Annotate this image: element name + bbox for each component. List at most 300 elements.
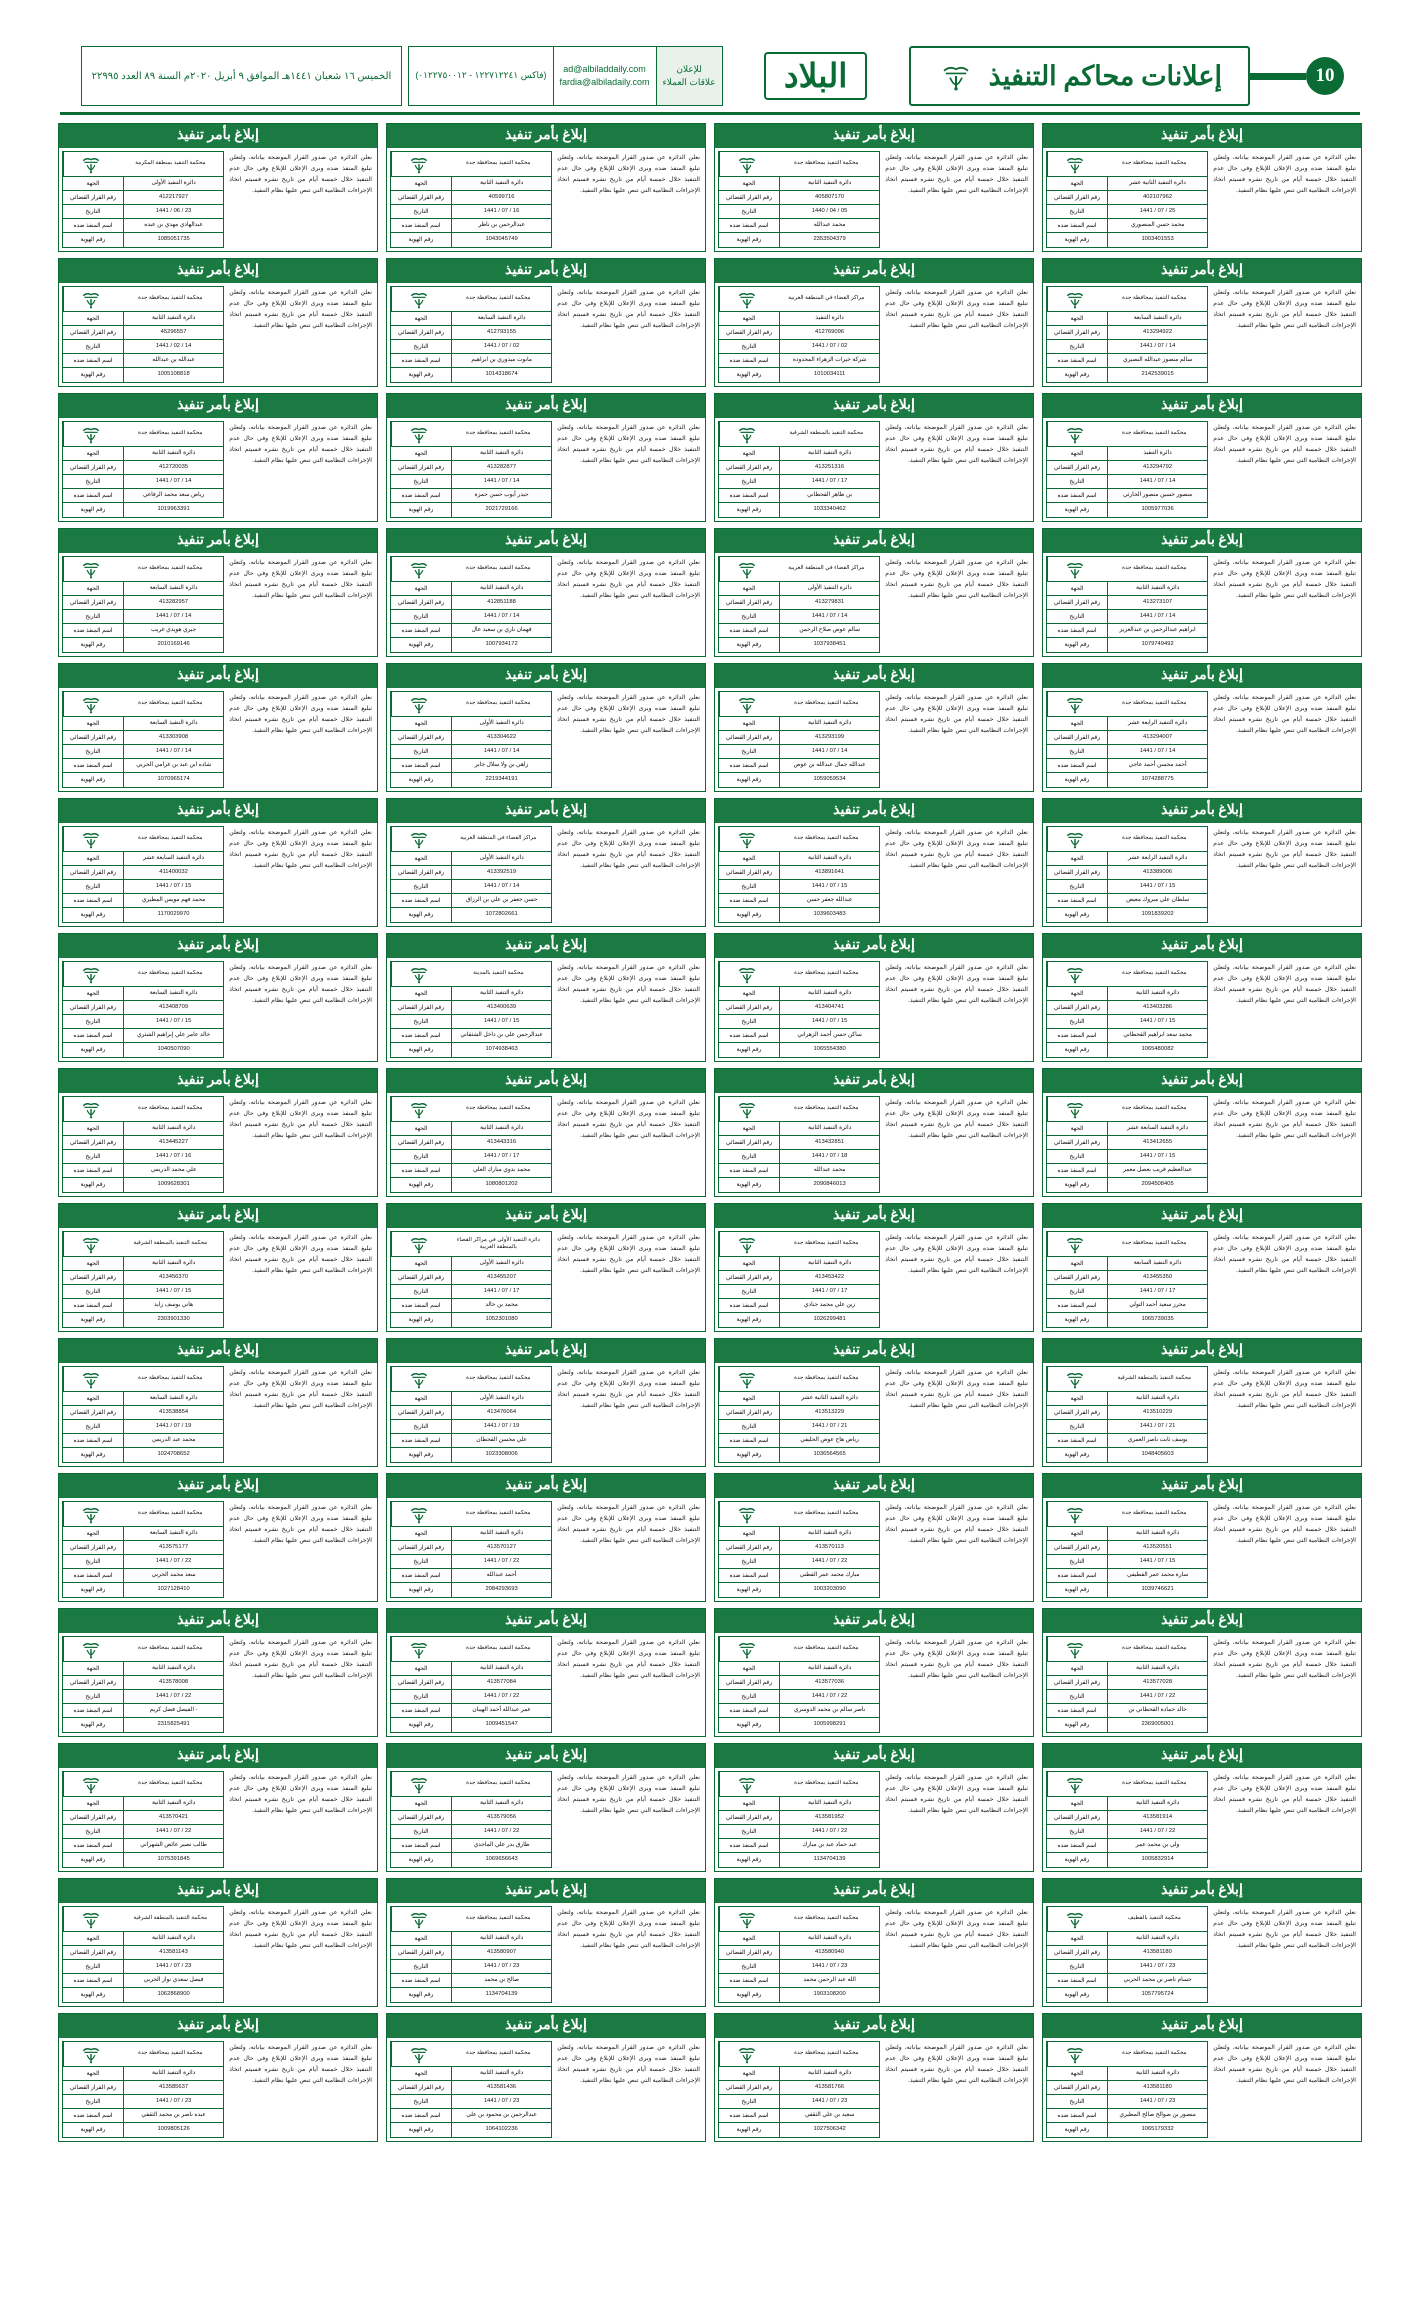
- ad-munafath-value: محمد عبدالله: [813, 1166, 846, 1173]
- ad-row: [1047, 489, 1207, 503]
- execution-notice-ad: [1042, 1878, 1362, 2007]
- ad-row: [63, 1122, 223, 1136]
- saudi-emblem-icon: [1047, 287, 1101, 311]
- execution-notice-ad: [1042, 1068, 1362, 1197]
- ad-tarikh-value: 14 / 07 / 1441: [1139, 477, 1176, 484]
- ad-hawiya-value: 2303901330: [157, 1316, 190, 1323]
- ad-row: [1047, 1164, 1207, 1178]
- ad-jiha-label: الجهة: [391, 1797, 452, 1810]
- ad-qarar-value: 413445227: [159, 1138, 189, 1145]
- ad-munafath-label: اسم المنفذ ضده: [1047, 1704, 1108, 1717]
- ad-munafath-label: اسم المنفذ ضده: [1047, 1569, 1108, 1582]
- ad-row: [63, 624, 223, 638]
- ad-details-table: [718, 1771, 880, 1868]
- ad-hawiya-label: رقم الهوية: [63, 1853, 124, 1867]
- ad-body-text: نعلن الدائرة عن صدور القرار الموضحة بياناته، ولتعلن تبليغ المنفذ ضده وبرى الإعلان للإبلاغ وفي حال عدم التنفيذ خلال خمسة أيام من تاريخ نشره فسيتم اتخاذ الإجراءات النظامية التي تنص عليها نظام التنفيذ.: [1213, 694, 1356, 734]
- ad-qarar-value: 413403286: [1143, 1003, 1173, 1010]
- ad-hawiya-label: رقم الهوية: [63, 638, 124, 652]
- ad-row: [1047, 1718, 1207, 1732]
- ad-body-text: نعلن الدائرة عن صدور القرار الموضحة بياناته، ولتعلن تبليغ المنفذ ضده وبرى الإعلان للإبلاغ وفي حال عدم التنفيذ خلال خمسة أيام من تاريخ نشره فسيتم اتخاذ الإجراءات النظامية التي تنص عليها نظام التنفيذ.: [1213, 1639, 1356, 1679]
- ad-court-row: [1047, 287, 1207, 312]
- ad-munafath-label: اسم المنفذ ضده: [1047, 1974, 1108, 1987]
- ad-row: [63, 759, 223, 773]
- ad-qarar-label: رقم القرار القضائي: [63, 326, 124, 339]
- ad-tarikh-label: التاريخ: [63, 475, 124, 488]
- ad-court-name: محكمة التنفيذ بمحافظة جدة: [1122, 565, 1187, 572]
- ad-munafath-label: اسم المنفذ ضده: [719, 624, 780, 637]
- ad-court-row: [719, 1232, 879, 1257]
- ad-court-name: محكمة التنفيذ بمحافظة جدة: [138, 1105, 203, 1112]
- ad-hawiya-label: رقم الهوية: [391, 1178, 452, 1192]
- ad-title: إبلاغ بأمر تنفيذ: [387, 1744, 705, 1768]
- ad-court-name: محكمة التنفيذ بمحافظة جدة: [138, 1645, 203, 1652]
- execution-notice-ad: [58, 1878, 378, 2007]
- ad-munafath-value: عبده ناصر بن محمد الثقفي: [141, 2111, 206, 2118]
- ad-court-name: محكمة التنفيذ بالمنطقة الشرقية: [133, 1915, 208, 1922]
- ad-row: [719, 368, 879, 382]
- ad-row: [391, 1811, 551, 1825]
- ad-row: [63, 582, 223, 596]
- ad-row: [1047, 447, 1207, 461]
- execution-notice-ad: [58, 2013, 378, 2142]
- ad-court-name: محكمة التنفيذ بمحافظة جدة: [794, 1375, 859, 1382]
- contact-block: [408, 46, 722, 106]
- execution-notice-ad: [386, 258, 706, 387]
- ad-jiha-value: دائرة التنفيذ: [815, 314, 844, 321]
- ad-row: [391, 340, 551, 354]
- ad-details-table: [390, 961, 552, 1058]
- ad-tarikh-label: التاريخ: [391, 880, 452, 893]
- ad-qarar-label: رقم القرار القضائي: [63, 1001, 124, 1014]
- ad-hawiya-value: 1003401553: [1141, 236, 1174, 243]
- ad-row: [719, 1946, 879, 1960]
- ad-row: [719, 1178, 879, 1192]
- ad-tarikh-value: 17 / 07 / 1441: [1139, 1287, 1176, 1294]
- execution-notice-ad: [1042, 1473, 1362, 1602]
- ad-munafath-label: اسم المنفذ ضده: [1047, 1299, 1108, 1312]
- ad-munafath-label: اسم المنفذ ضده: [391, 1164, 452, 1177]
- ad-munafath-value: عبدالله بن عبدالله: [152, 356, 195, 363]
- ad-row: [1047, 2123, 1207, 2137]
- saudi-emblem-icon: [719, 1772, 773, 1796]
- ad-hawiya-value: 1065480082: [1141, 1046, 1174, 1053]
- saudi-emblem-icon: [391, 962, 445, 986]
- ad-row: [719, 1313, 879, 1327]
- ad-row: [391, 1853, 551, 1867]
- ad-title: إبلاغ بأمر تنفيذ: [387, 1609, 705, 1633]
- ad-hawiya-label: رقم الهوية: [1047, 1583, 1108, 1597]
- ad-court-row: [719, 1097, 879, 1122]
- ad-hawiya-value: 1072802661: [485, 911, 518, 918]
- ad-body-text: نعلن الدائرة عن صدور القرار الموضحة بياناته، ولتعلن تبليغ المنفذ ضده وبرى الإعلان للإبلاغ وفي حال عدم التنفيذ خلال خمسة أيام من تاريخ نشره فسيتم اتخاذ الإجراءات النظامية التي تنص عليها نظام التنفيذ.: [885, 964, 1028, 1004]
- ad-court-row: [1047, 1502, 1207, 1527]
- ad-tarikh-value: 02 / 07 / 1441: [811, 342, 848, 349]
- ad-row: [63, 1420, 223, 1434]
- ad-jiha-label: الجهة: [719, 582, 780, 595]
- execution-notice-ad: [1042, 528, 1362, 657]
- ad-tarikh-value: 14 / 07 / 1441: [155, 477, 192, 484]
- ad-munafath-label: اسم المنفذ ضده: [63, 894, 124, 907]
- saudi-emblem-icon: [1047, 962, 1101, 986]
- ad-jiha-label: الجهة: [719, 312, 780, 325]
- ad-hawiya-value: 1027506342: [813, 2126, 846, 2133]
- ad-tarikh-label: التاريخ: [719, 340, 780, 353]
- saudi-emblem-icon: [1047, 1907, 1101, 1931]
- ad-court-name: محكمة التنفيذ بمحافظة جدة: [1122, 430, 1187, 437]
- ad-hawiya-value: 1007934172: [485, 641, 518, 648]
- execution-notice-ad: [386, 663, 706, 792]
- ad-qarar-label: رقم القرار القضائي: [719, 1136, 780, 1149]
- ad-body-text: نعلن الدائرة عن صدور القرار الموضحة بياناته، ولتعلن تبليغ المنفذ ضده وبرى الإعلان للإبلاغ وفي حال عدم التنفيذ خلال خمسة أيام من تاريخ نشره فسيتم اتخاذ الإجراءات النظامية التي تنص عليها نظام التنفيذ.: [885, 829, 1028, 869]
- ad-row: [63, 908, 223, 922]
- ad-jiha-label: الجهة: [391, 582, 452, 595]
- ad-munafath-value: طارق بدر علي الماجدي: [473, 1841, 530, 1848]
- ad-munafath-label: اسم المنفذ ضده: [719, 759, 780, 772]
- ad-hawiya-label: رقم الهوية: [1047, 2123, 1108, 2137]
- ad-jiha-value: دائرة التنفيذ الثانية: [807, 1664, 852, 1671]
- ad-details-table: [390, 1366, 552, 1463]
- ad-court-row: [63, 2042, 223, 2067]
- ad-row: [1047, 773, 1207, 787]
- ad-details-table: [718, 556, 880, 653]
- ad-row: [63, 1704, 223, 1718]
- ad-body-text: نعلن الدائرة عن صدور القرار الموضحة بياناته، ولتعلن تبليغ المنفذ ضده وبرى الإعلان للإبلاغ وفي حال عدم التنفيذ خلال خمسة أيام من تاريخ نشره فسيتم اتخاذ الإجراءات النظامية التي تنص عليها نظام التنفيذ.: [229, 1234, 372, 1274]
- contact-fax: [409, 47, 552, 105]
- ad-row: [1047, 2109, 1207, 2123]
- ad-jiha-value: دائرة التنفيذ الثانية: [479, 1799, 524, 1806]
- ad-qarar-value: 413581952: [815, 1813, 845, 1820]
- ad-hawiya-label: رقم الهوية: [63, 503, 124, 517]
- ad-row: [391, 1583, 551, 1597]
- ad-jiha-label: الجهة: [391, 447, 452, 460]
- ad-hawiya-label: رقم الهوية: [1047, 638, 1108, 652]
- ad-hawiya-value: 2219344191: [485, 776, 518, 783]
- ad-body-text: نعلن الدائرة عن صدور القرار الموضحة بياناته، ولتعلن تبليغ المنفذ ضده وبرى الإعلان للإبلاغ وفي حال عدم التنفيذ خلال خمسة أيام من تاريخ نشره فسيتم اتخاذ الإجراءات النظامية التي تنص عليها نظام التنفيذ.: [1213, 424, 1356, 464]
- execution-notice-ad: [714, 2013, 1034, 2142]
- ad-qarar-label: رقم القرار القضائي: [63, 866, 124, 879]
- saudi-emblem-icon: [63, 1097, 117, 1121]
- ad-qarar-label: رقم القرار القضائي: [63, 461, 124, 474]
- ad-qarar-value: 413570127: [487, 1543, 517, 1550]
- ad-court-row: [719, 1637, 879, 1662]
- ad-body-text: نعلن الدائرة عن صدور القرار الموضحة بياناته، ولتعلن تبليغ المنفذ ضده وبرى الإعلان للإبلاغ وفي حال عدم التنفيذ خلال خمسة أيام من تاريخ نشره فسيتم اتخاذ الإجراءات النظامية التي تنص عليها نظام التنفيذ.: [229, 1909, 372, 1949]
- ad-row: [1047, 177, 1207, 191]
- saudi-emblem-icon: [1047, 557, 1101, 581]
- ad-tarikh-value: 14 / 07 / 1441: [1139, 612, 1176, 619]
- ad-row: [1047, 1555, 1207, 1569]
- ad-details-table: [62, 151, 224, 248]
- execution-notice-ad: [1042, 798, 1362, 927]
- ad-body-text: نعلن الدائرة عن صدور القرار الموضحة بياناته، ولتعلن تبليغ المنفذ ضده وبرى الإعلان للإبلاغ وفي حال عدم التنفيذ خلال خمسة أيام من تاريخ نشره فسيتم اتخاذ الإجراءات النظامية التي تنص عليها نظام التنفيذ.: [1213, 829, 1356, 869]
- ad-court-name: محكمة التنفيذ بمحافظة جدة: [138, 835, 203, 842]
- ad-munafath-label: اسم المنفذ ضده: [1047, 1434, 1108, 1447]
- ad-body-text: نعلن الدائرة عن صدور القرار الموضحة بياناته، ولتعلن تبليغ المنفذ ضده وبرى الإعلان للإبلاغ وفي حال عدم التنفيذ خلال خمسة أيام من تاريخ نشره فسيتم اتخاذ الإجراءات النظامية التي تنص عليها نظام التنفيذ.: [229, 424, 372, 464]
- ad-court-name: محكمة التنفيذ بمحافظة جدة: [466, 1645, 531, 1652]
- ad-row: [1047, 717, 1207, 731]
- ad-munafath-label: اسم المنفذ ضده: [63, 624, 124, 637]
- ad-jiha-value: دائرة التنفيذ السابعة: [1133, 314, 1182, 321]
- ad-munafath-value: محمد عبدالله: [813, 221, 846, 228]
- ad-court-name: محكمة التنفيذ بمحافظة جدة: [138, 700, 203, 707]
- ad-jiha-label: الجهة: [391, 2067, 452, 2080]
- ad-row: [719, 1136, 879, 1150]
- ad-row: [719, 1448, 879, 1462]
- ad-qarar-label: رقم القرار القضائي: [391, 731, 452, 744]
- saudi-emblem-icon: [63, 1772, 117, 1796]
- ad-details-table: [718, 961, 880, 1058]
- ad-row: [63, 866, 223, 880]
- ad-row: [63, 191, 223, 205]
- execution-notice-ad: [386, 798, 706, 927]
- ad-row: [391, 2109, 551, 2123]
- ad-munafath-value: محمد فهم مويس المطيري: [141, 896, 206, 903]
- ad-hawiya-label: رقم الهوية: [719, 503, 780, 517]
- ad-row: [391, 1313, 551, 1327]
- contact-email-ads[interactable]: ad@albiladdaily.com: [563, 63, 646, 74]
- ad-qarar-label: رقم القرار القضائي: [1047, 1001, 1108, 1014]
- ad-qarar-value: 413282877: [487, 463, 517, 470]
- ad-row: [719, 987, 879, 1001]
- ad-row: [391, 1704, 551, 1718]
- ad-munafath-label: اسم المنفذ ضده: [1047, 489, 1108, 502]
- ad-tarikh-value: 14 / 07 / 1441: [811, 747, 848, 754]
- ad-tarikh-value: 22 / 07 / 1441: [811, 1827, 848, 1834]
- ad-row: [719, 1811, 879, 1825]
- ad-row: [391, 852, 551, 866]
- ad-row: [63, 1527, 223, 1541]
- ad-row: [63, 894, 223, 908]
- ad-tarikh-value: 17 / 07 / 1441: [483, 1287, 520, 1294]
- ad-body-text: نعلن الدائرة عن صدور القرار الموضحة بياناته، ولتعلن تبليغ المنفذ ضده وبرى الإعلان للإبلاغ وفي حال عدم التنفيذ خلال خمسة أيام من تاريخ نشره فسيتم اتخاذ الإجراءات النظامية التي تنص عليها نظام التنفيذ.: [229, 559, 372, 599]
- ad-row: [1047, 866, 1207, 880]
- ad-details-table: [62, 1906, 224, 2003]
- ad-hawiya-label: رقم الهوية: [391, 1988, 452, 2002]
- saudi-emblem-icon: [63, 1637, 117, 1661]
- ad-munafath-value: عبدالرحمن علي بن داخل الشثقاني: [460, 1031, 543, 1038]
- ad-row: [63, 2109, 223, 2123]
- saudi-emblem-icon: [63, 1367, 117, 1391]
- ad-court-name: محكمة التنفيذ بمحافظة جدة: [466, 160, 531, 167]
- saudi-emblem-icon: [63, 1502, 117, 1526]
- ad-tarikh-value: 22 / 07 / 1441: [155, 1692, 192, 1699]
- ad-body-text: نعلن الدائرة عن صدور القرار الموضحة بياناته، ولتعلن تبليغ المنفذ ضده وبرى الإعلان للإبلاغ وفي حال عدم التنفيذ خلال خمسة أيام من تاريخ نشره فسيتم اتخاذ الإجراءات النظامية التي تنص عليها نظام التنفيذ.: [557, 1369, 700, 1409]
- ad-jiha-label: الجهة: [1047, 1932, 1108, 1945]
- ad-row: [719, 447, 879, 461]
- ad-hawiya-label: رقم الهوية: [391, 773, 452, 787]
- ad-court-name: محكمة التنفيذ بمحافظة جدة: [466, 700, 531, 707]
- ad-qarar-label: رقم القرار القضائي: [719, 1541, 780, 1554]
- ad-tarikh-value: 23 / 06 / 1441: [155, 207, 192, 214]
- ad-tarikh-value: 23 / 07 / 1441: [483, 1962, 520, 1969]
- ad-munafath-label: اسم المنفذ ضده: [719, 1839, 780, 1852]
- ad-munafath-label: اسم المنفذ ضده: [391, 219, 452, 232]
- ad-row: [391, 2081, 551, 2095]
- ad-row: [719, 773, 879, 787]
- ad-court-row: [719, 962, 879, 987]
- execution-notice-ad: [386, 1203, 706, 1332]
- ad-munafath-label: اسم المنفذ ضده: [63, 2109, 124, 2122]
- ad-munafath-label: اسم المنفذ ضده: [391, 1704, 452, 1717]
- ad-tarikh-value: 14 / 07 / 1441: [155, 612, 192, 619]
- ad-jiha-label: الجهة: [719, 2067, 780, 2080]
- ad-hawiya-label: رقم الهوية: [719, 908, 780, 922]
- ad-hawiya-value: 1043045749: [485, 236, 518, 243]
- ad-court-name: محكمة التنفيذ بمحافظة جدة: [138, 1780, 203, 1787]
- ad-court-row: [719, 557, 879, 582]
- ad-row: [391, 717, 551, 731]
- ad-row: [391, 1988, 551, 2002]
- execution-notice-ad: [386, 1878, 706, 2007]
- ad-tarikh-value: 14 / 07 / 1441: [483, 882, 520, 889]
- ad-qarar-value: 413513229: [815, 1408, 845, 1415]
- ad-munafath-value: عبدالرحمن بن محمود بن علي: [466, 2111, 537, 2118]
- ad-hawiya-value: 1091839202: [1141, 911, 1174, 918]
- ad-court-name: محكمة التنفيذ بمحافظة جدة: [794, 1240, 859, 1247]
- ad-details-table: [390, 1771, 552, 1868]
- ad-tarikh-label: التاريخ: [63, 1690, 124, 1703]
- saudi-emblem-icon: [63, 962, 117, 986]
- ad-qarar-label: رقم القرار القضائي: [719, 1271, 780, 1284]
- ad-court-row: [391, 1097, 551, 1122]
- ad-qarar-label: رقم القرار القضائي: [719, 1811, 780, 1824]
- ad-munafath-value: محمد بن خالد: [485, 1301, 518, 1308]
- ad-details-table: [718, 1231, 880, 1328]
- ad-qarar-label: رقم القرار القضائي: [63, 1406, 124, 1419]
- execution-notice-ad: [714, 123, 1034, 252]
- execution-notice-ad: [58, 528, 378, 657]
- execution-notice-ad: [386, 2013, 706, 2142]
- ad-qarar-label: رقم القرار القضائي: [63, 731, 124, 744]
- ad-row: [391, 1122, 551, 1136]
- ad-hawiya-label: رقم الهوية: [63, 773, 124, 787]
- ad-qarar-label: رقم القرار القضائي: [1047, 866, 1108, 879]
- ad-munafath-label: اسم المنفذ ضده: [63, 219, 124, 232]
- ad-jiha-label: الجهة: [391, 1527, 452, 1540]
- ad-body-text: نعلن الدائرة عن صدور القرار الموضحة بياناته، ولتعلن تبليغ المنفذ ضده وبرى الإعلان للإبلاغ وفي حال عدم التنفيذ خلال خمسة أيام من تاريخ نشره فسيتم اتخاذ الإجراءات النظامية التي تنص عليها نظام التنفيذ.: [885, 2044, 1028, 2084]
- ad-qarar-value: 413432851: [815, 1138, 845, 1145]
- ad-court-name: محكمة التنفيذ بمحافظة جدة: [138, 1510, 203, 1517]
- ad-munafath-value: طالب نصير عائض الشهراني: [140, 1841, 207, 1848]
- ad-munafath-label: اسم المنفذ ضده: [719, 354, 780, 367]
- saudi-emblem-icon: [391, 1637, 445, 1661]
- ad-qarar-value: 413538854: [159, 1408, 189, 1415]
- ad-jiha-label: الجهة: [1047, 582, 1108, 595]
- ad-jiha-value: دائرة التنفيذ الثانية: [1135, 2069, 1180, 2076]
- ad-court-row: [391, 2042, 551, 2067]
- ad-jiha-value: دائرة التنفيذ: [1143, 449, 1172, 456]
- ad-qarar-value: 413400639: [487, 1003, 517, 1010]
- ad-tarikh-value: 22 / 07 / 1441: [811, 1692, 848, 1699]
- ad-row: [63, 1811, 223, 1825]
- ad-details-table: [1046, 1906, 1208, 2003]
- ad-munafath-value: ساكن حسن أحمد الزهراني: [797, 1031, 862, 1038]
- execution-notice-ad: [714, 798, 1034, 927]
- ad-jiha-label: الجهة: [63, 582, 124, 595]
- ad-qarar-label: رقم القرار القضائي: [1047, 2081, 1108, 2094]
- ad-munafath-value: محمد حسن المنصوري: [1130, 221, 1185, 228]
- ad-qarar-value: 413577028: [1143, 1678, 1173, 1685]
- ad-munafath-label: اسم المنفذ ضده: [719, 1974, 780, 1987]
- contact-email-clients[interactable]: fardia@albiladaily.com: [559, 77, 650, 87]
- ad-qarar-value: 413580907: [487, 1948, 517, 1955]
- ad-court-name: محكمة التنفيذ بالمنطقة الشرقية: [133, 1240, 208, 1247]
- ad-row: [1047, 624, 1207, 638]
- ad-tarikh-value: 22 / 07 / 1441: [811, 1557, 848, 1564]
- ad-hawiya-value: 1039746621: [1141, 1586, 1174, 1593]
- ad-tarikh-value: 15 / 07 / 1441: [483, 1017, 520, 1024]
- ad-munafath-value: محمد سعد ابراهيم القحطاني: [1123, 1031, 1192, 1038]
- ad-jiha-label: الجهة: [63, 717, 124, 730]
- ad-court-row: [1047, 1097, 1207, 1122]
- ad-qarar-value: 413282957: [159, 598, 189, 605]
- ad-hawiya-value: 1023308006: [485, 1451, 518, 1458]
- ad-row: [1047, 1448, 1207, 1462]
- saudi-emblem-icon: [1047, 1502, 1101, 1526]
- ad-row: [391, 596, 551, 610]
- ad-row: [391, 1797, 551, 1811]
- ad-row: [63, 1285, 223, 1299]
- ad-title: إبلاغ بأمر تنفيذ: [59, 1339, 377, 1363]
- ad-jiha-value: دائرة التنفيذ الأولى: [479, 719, 524, 726]
- ad-qarar-label: رقم القرار القضائي: [391, 191, 452, 204]
- ad-qarar-value: 413585637: [159, 2083, 189, 2090]
- ad-munafath-value: حسن جعفر بن علي بن الرزاق: [465, 896, 538, 903]
- ad-tarikh-label: التاريخ: [1047, 610, 1108, 623]
- ad-tarikh-value: 21 / 07 / 1441: [1139, 1422, 1176, 1429]
- ad-tarikh-label: التاريخ: [719, 1150, 780, 1163]
- ad-court-row: [1047, 557, 1207, 582]
- ad-court-row: [719, 827, 879, 852]
- ad-title: إبلاغ بأمر تنفيذ: [59, 394, 377, 418]
- ad-row: [1047, 1583, 1207, 1597]
- ad-title: إبلاغ بأمر تنفيذ: [715, 1879, 1033, 1903]
- saudi-emblem-icon: [391, 287, 445, 311]
- ad-details-table: [390, 1096, 552, 1193]
- ad-tarikh-value: 17 / 07 / 1441: [811, 1287, 848, 1294]
- ad-tarikh-label: التاريخ: [1047, 745, 1108, 758]
- ad-hawiya-value: 2353504379: [813, 236, 846, 243]
- execution-notice-ad: [58, 1608, 378, 1737]
- ad-jiha-label: الجهة: [391, 1662, 452, 1675]
- ad-tarikh-label: التاريخ: [391, 745, 452, 758]
- ad-tarikh-value: 15 / 07 / 1441: [155, 1017, 192, 1024]
- ad-qarar-value: 412217927: [159, 193, 189, 200]
- ad-row: [1047, 1569, 1207, 1583]
- ad-details-table: [1046, 1771, 1208, 1868]
- ad-qarar-label: رقم القرار القضائي: [719, 596, 780, 609]
- saudi-emblem-icon: [391, 1232, 445, 1256]
- ad-row: [1047, 205, 1207, 219]
- ad-row: [63, 312, 223, 326]
- ad-jiha-value: دائرة التنفيذ الثانية: [151, 449, 196, 456]
- ad-row: [1047, 1257, 1207, 1271]
- ad-jiha-value: دائرة التنفيذ السابعة: [149, 1529, 198, 1536]
- ad-munafath-value: سلطان علي مبروك معيض: [1126, 896, 1190, 903]
- ad-qarar-value: 413581143: [159, 1948, 188, 1955]
- ad-qarar-label: رقم القرار القضائي: [63, 1811, 124, 1824]
- ad-details-table: [390, 556, 552, 653]
- ad-row: [63, 489, 223, 503]
- ad-tarikh-value: 22 / 07 / 1441: [483, 1827, 520, 1834]
- ad-body-text: نعلن الدائرة عن صدور القرار الموضحة بياناته، ولتعلن تبليغ المنفذ ضده وبرى الإعلان للإبلاغ وفي حال عدم التنفيذ خلال خمسة أيام من تاريخ نشره فسيتم اتخاذ الإجراءات النظامية التي تنص عليها نظام التنفيذ.: [1213, 1504, 1356, 1544]
- ad-body-text: نعلن الدائرة عن صدور القرار الموضحة بياناته، ولتعلن تبليغ المنفذ ضده وبرى الإعلان للإبلاغ وفي حال عدم التنفيذ خلال خمسة أيام من تاريخ نشره فسيتم اتخاذ الإجراءات النظامية التي تنص عليها نظام التنفيذ.: [1213, 289, 1356, 329]
- ad-jiha-value: دائرة التنفيذ الثانية: [479, 1529, 524, 1536]
- ad-row: [63, 368, 223, 382]
- ad-munafath-label: اسم المنفذ ضده: [391, 894, 452, 907]
- ad-qarar-value: 412851188: [487, 598, 516, 605]
- ad-row: [391, 1946, 551, 1960]
- execution-notice-ad: [386, 933, 706, 1062]
